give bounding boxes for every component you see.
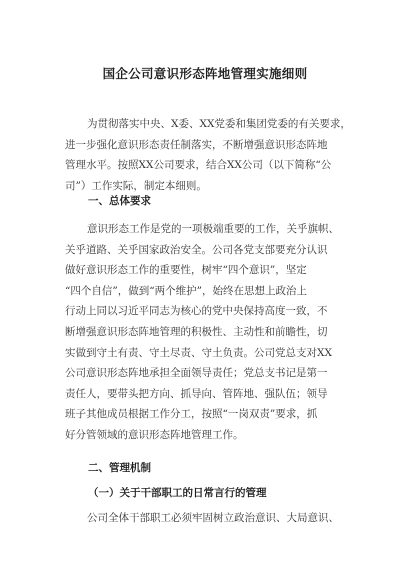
section1-line: 公司意识形态阵地承担全面领导责任；党总支书记是第一 [65,367,328,380]
subsection-heading-staff-conduct: （一）关于干部职工的日常言行的管理 [88,487,267,499]
section-heading-overall-requirements: 一、总体要求 [88,195,151,207]
subsection1-line: 公司全体干部职工必须牢固树立政治意识、大局意识、 [87,512,339,524]
section1-paragraph [65,219,355,446]
section1-line: “四个自信”，做到“两个维护”，始终在思想上政治上 [65,284,307,297]
document-title: 国企公司意识形态阵地管理实施细则 [102,66,308,81]
intro-line: 管理水平。按照XX公司要求，结合XX公司（以下简称“公 [65,159,332,172]
section1-line: 班子其他成员根据工作分工，按照“一岗双责”要求，抓 [65,408,318,421]
section1-line: 行动上同以习近平同志为核心的党中央保持高度一致，不 [65,305,328,318]
section1-line: 做好意识形态工作的重要性，树牢“四个意识”，坚定 [65,264,307,277]
section1-line: 责任人，要带头把方向、抓导向、管阵地、强队伍；领导 [65,387,328,400]
section1-line: 意识形态工作是党的一项极端重要的工作，关乎旗帜、 [87,223,339,235]
section1-line: 断增强意识形态阵地管理的积极性、主动性和前瞻性，切 [65,325,328,338]
section1-line: 实做到守土有责、守土尽责、守土负责。公司党总支对XX [65,346,332,359]
intro-line: 进一步强化意识形态责任制落实，不断增强意识形态阵地 [65,138,328,151]
section1-line: 关乎道路、关乎国家政治安全。公司各党支部要充分认识 [65,243,328,256]
section1-line: 好分管领域的意识形态阵地管理工作。 [65,428,244,441]
intro-line: 为贯彻落实中央、X委、XX党委和集团党委的有关要求， [87,118,351,130]
section-heading-management-mechanism: 二、管理机制 [88,462,151,474]
intro-line: 司”）工作实际，制定本细则。 [65,179,207,192]
intro-paragraph [65,114,355,196]
subsection1-paragraph [65,508,355,529]
